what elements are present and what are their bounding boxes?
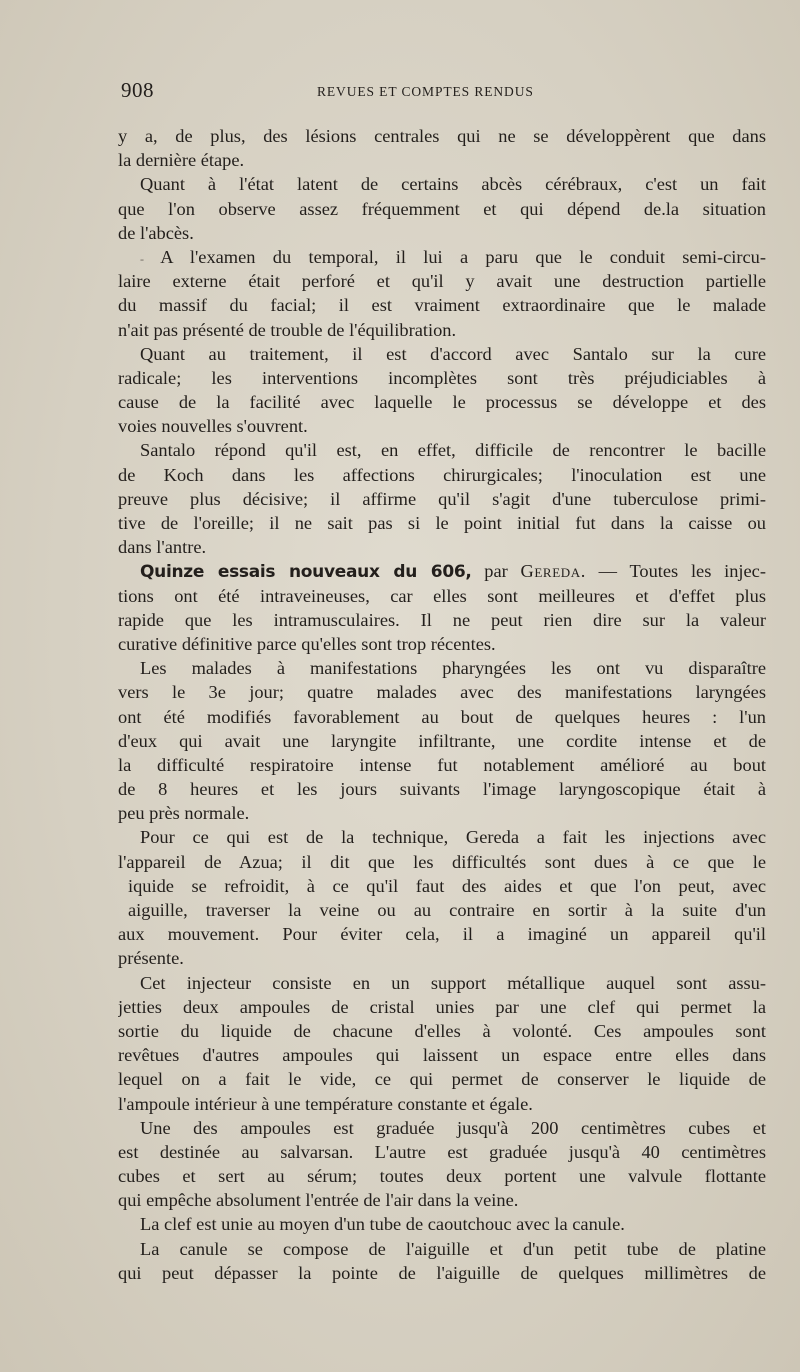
text-line: La canule se compose de l'aiguille et d'un petit tube de platine: [140, 1238, 766, 1259]
text-line: la difficulté respiratoire intense fut notablement amélioré au bout: [118, 754, 766, 775]
body-text: [118, 124, 766, 1285]
text-line: tive de l'oreille; il ne sait pas si le point initial fut dans la caisse ou: [118, 513, 766, 533]
text-line: est destinée au salvarsan. L'autre est graduée jusqu'à 40 centimètres: [118, 1141, 766, 1162]
text-line: Santalo répond qu'il est, en effet, difficile de rencontrer le bacille: [140, 440, 766, 461]
text-line: du massif du facial; il est vraiment extraordinaire que le malade: [118, 295, 766, 316]
text-line: Pour ce qui est de la technique, Gereda a fait les injections avec: [140, 827, 766, 848]
text-line: sortie du liquide de chacune d'elles à volonté. Ces ampoules sont: [118, 1020, 766, 1041]
section-rest: — Toutes les injec-: [598, 561, 766, 582]
page-number: 908: [121, 78, 154, 102]
text-line: aux mouvement. Pour éviter cela, il a imaginé un appareil qu'il: [118, 924, 766, 945]
text-line: de Koch dans les affections chirurgicales; l'inoculation est une: [118, 464, 766, 485]
text-line: Une des ampoules est graduée jusqu'à 200 centimètres cubes et: [140, 1117, 766, 1138]
running-head: REVUES ET COMPTES RENDUS: [317, 84, 534, 99]
page-header: [121, 78, 761, 106]
text-line: la dernière étape.: [118, 150, 245, 171]
text-line: cause de la facilité avec laquelle le processus se développe et des: [118, 392, 766, 413]
text-line: cubes et sert au sérum; toutes deux portent une valvule flottante: [118, 1166, 766, 1187]
margin-dash: -: [140, 251, 144, 266]
text-line: présente.: [118, 948, 184, 969]
text-line: qui empêche absolument l'entrée de l'air dans la veine.: [118, 1190, 519, 1211]
section-title-line: [118, 559, 766, 583]
section-title: Quinze essais nouveaux du 606,: [140, 562, 472, 583]
text-line: laire externe était perforé et qu'il y avait une destruction partielle: [118, 271, 766, 292]
text-line: [118, 245, 766, 269]
text-line: curative définitive parce qu'elles sont trop récentes.: [118, 633, 496, 654]
text-line-content: A l'examen du temporal, il lui a paru que le conduit semi-circu-: [160, 246, 766, 267]
text-line: y a, de plus, des lésions centrales qui ne se développèrent que dans: [118, 126, 766, 146]
text-line: radicale; les interventions incomplètes sont très préjudiciables à: [118, 367, 766, 388]
text-line: preuve plus décisive; il affirme qu'il s'agit d'une tuberculose primi-: [118, 488, 766, 509]
text-line: rapide que les intramusculaires. Il ne peut rien dire sur la valeur: [118, 609, 766, 630]
text-line: de 8 heures et les jours suivants l'image laryngoscopique était à: [118, 779, 766, 800]
text-line: dans l'antre.: [118, 537, 207, 558]
text-line: peu près normale.: [118, 803, 250, 824]
text-line: qui peut dépasser la pointe de l'aiguille de quelques millimètres de: [118, 1262, 766, 1283]
text-line: Quant à l'état latent de certains abcès cérébraux, c'est un fait: [140, 174, 766, 195]
text-line: La clef est unie au moyen d'un tube de caoutchouc avec la canule.: [140, 1214, 625, 1235]
text-line: Cet injecteur consiste en un support métallique auquel sont assu-: [140, 972, 766, 993]
text-line: voies nouvelles s'ouvrent.: [118, 416, 308, 437]
text-line: revêtues d'autres ampoules qui laissent un espace entre elles dans: [118, 1045, 766, 1066]
text-line: n'ait pas présenté de trouble de l'équilibration.: [118, 319, 457, 340]
text-line: iquide se refroidit, à ce qu'il faut des aides et que l'on peut, avec: [128, 875, 766, 896]
text-line: que l'on observe assez fréquemment et qui dépend de.la situation: [118, 198, 766, 219]
text-line: ont été modifiés favorablement au bout de quelques heures : l'un: [118, 706, 766, 727]
text-line: l'appareil de Azua; il dit que les difficultés sont dues à ce que le: [118, 851, 766, 872]
text-line: Les malades à manifestations pharyngées les ont vu disparaître: [140, 658, 766, 679]
text-line: lequel on a fait le vide, ce qui permet de conserver le liquide de: [118, 1069, 766, 1090]
text-line: jetties deux ampoules de cristal unies par une clef qui permet la: [118, 996, 766, 1017]
text-line: d'eux qui avait une laryngite infiltrante, une cordite intense et de: [118, 730, 766, 751]
section-author: Gereda.: [520, 561, 586, 582]
section-by: par: [484, 561, 508, 582]
text-line: tions ont été intraveineuses, car elles sont meilleures et d'effet plus: [118, 585, 766, 606]
text-line: aiguille, traverser la veine ou au contraire en sortir à la suite d'un: [128, 900, 766, 920]
text-line: l'ampoule intérieur à une température constante et égale.: [118, 1093, 533, 1114]
text-line: Quant au traitement, il est d'accord avec Santalo sur la cure: [140, 343, 766, 364]
text-line: vers le 3e jour; quatre malades avec des manifestations laryngées: [118, 682, 766, 703]
text-line: de l'abcès.: [118, 222, 194, 243]
